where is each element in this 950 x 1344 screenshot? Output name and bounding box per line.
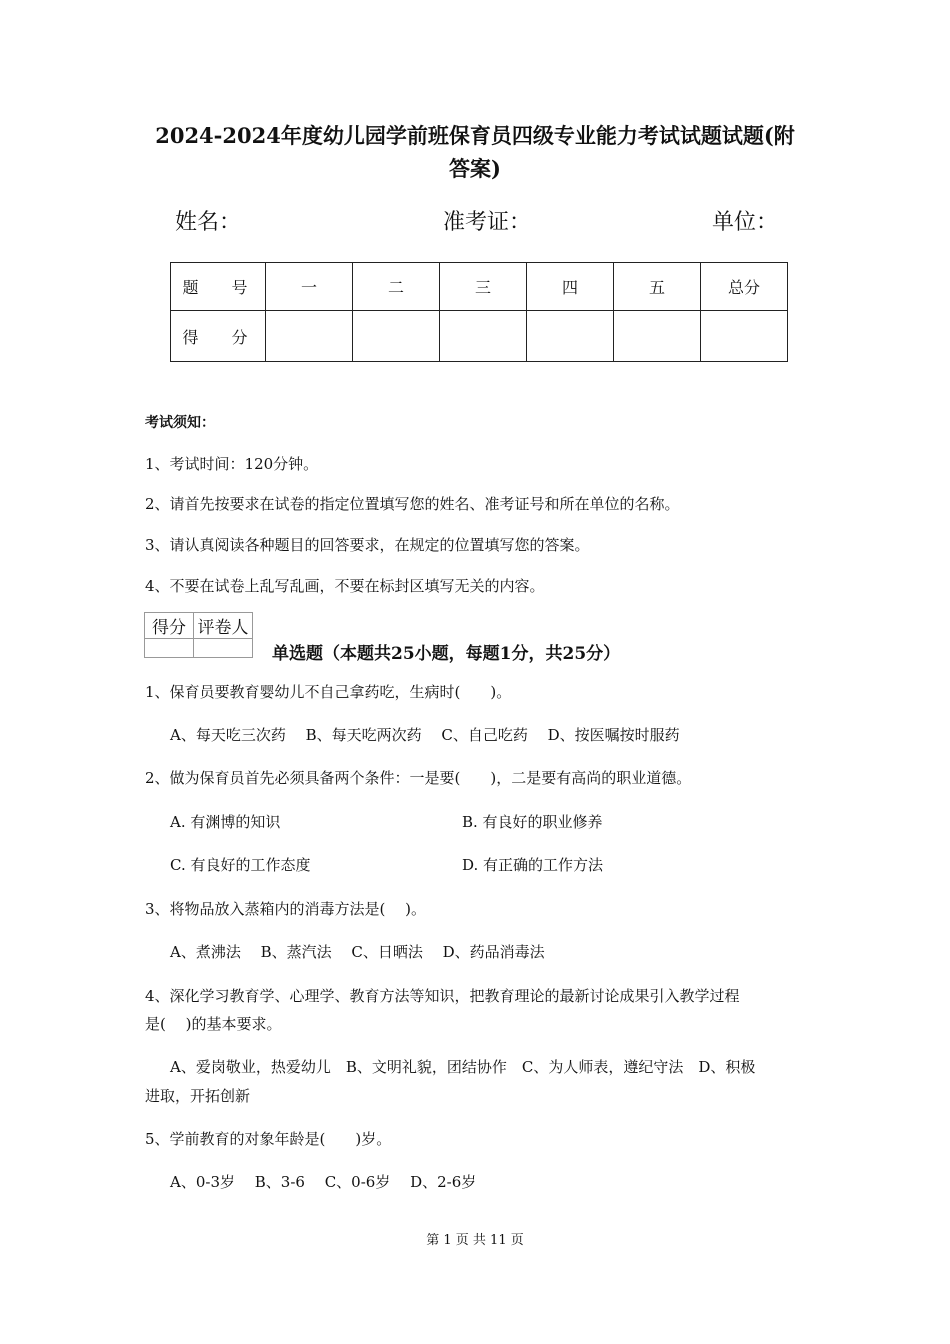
score-entry-cell[interactable] bbox=[266, 311, 353, 362]
question-2-option-d: D. 有正确的工作方法 bbox=[462, 856, 604, 874]
page-footer: 第 1 页 共 11 页 bbox=[426, 1233, 524, 1248]
question-3: 3、将物品放入蒸箱内的消毒方法是( )。 bbox=[145, 900, 427, 918]
score-entry-cell[interactable] bbox=[527, 311, 614, 362]
question-4-line1: 4、深化学习教育学、心理学、教育方法等知识，把教育理论的最新讨论成果引入教学过程 bbox=[145, 987, 740, 1005]
score-table-header-row bbox=[171, 263, 788, 311]
score-entry-cell[interactable] bbox=[701, 311, 788, 362]
question-4-line2: 是( )的基本要求。 bbox=[145, 1015, 282, 1033]
grader-name-cell[interactable] bbox=[194, 639, 253, 658]
name-label: 姓名： bbox=[175, 210, 242, 235]
question-4-options-line2: 进取，开拓创新 bbox=[145, 1087, 251, 1105]
score-table-cell: 四 bbox=[527, 263, 614, 311]
document-title-line1: 2024-2024年度幼儿园学前班保育员四级专业能力考试试题试题(附 bbox=[155, 123, 795, 148]
score-table-cell: 二 bbox=[353, 263, 440, 311]
exam-id-label: 准考证： bbox=[443, 210, 532, 235]
score-entry-cell[interactable] bbox=[440, 311, 527, 362]
question-3-options: A、煮沸法 B、蒸汽法 C、日晒法 D、药品消毒法 bbox=[170, 943, 545, 961]
notice-item: 1、考试时间：120分钟。 bbox=[145, 455, 319, 473]
score-entry-cell[interactable] bbox=[353, 311, 440, 362]
section-heading: 单选题（本题共25小题，每题1分，共25分） bbox=[272, 644, 621, 664]
grader-score-label: 得分 bbox=[145, 613, 194, 639]
score-table-cell: 得 分 bbox=[171, 311, 266, 362]
score-table-cell: 题 号 bbox=[171, 263, 266, 311]
question-2-option-b: B. 有良好的职业修养 bbox=[462, 813, 603, 831]
score-table bbox=[170, 262, 788, 362]
score-entry-cell[interactable] bbox=[614, 311, 701, 362]
grader-box bbox=[144, 612, 253, 658]
question-2: 2、做为保育员首先必须具备两个条件：一是要( )，二是要有高尚的职业道德。 bbox=[145, 769, 692, 787]
notice-item: 4、不要在试卷上乱写乱画，不要在标封区填写无关的内容。 bbox=[145, 577, 545, 595]
question-1: 1、保育员要教育婴幼儿不自己拿药吃，生病时( )。 bbox=[145, 683, 512, 701]
notice-heading: 考试须知： bbox=[145, 415, 215, 431]
notice-item: 3、请认真阅读各种题目的回答要求，在规定的位置填写您的答案。 bbox=[145, 536, 590, 554]
notice-item: 2、请首先按要求在试卷的指定位置填写您的姓名、准考证号和所在单位的名称。 bbox=[145, 495, 680, 513]
grader-name-label: 评卷人 bbox=[194, 613, 253, 639]
question-2-option-a: A. 有渊博的知识 bbox=[170, 813, 281, 831]
question-5-options: A、0-3岁 B、3-6 C、0-6岁 D、2-6岁 bbox=[170, 1173, 477, 1191]
question-2-option-c: C. 有良好的工作态度 bbox=[170, 856, 311, 874]
unit-label: 单位： bbox=[712, 210, 779, 235]
score-table-score-row bbox=[171, 311, 788, 362]
score-table-cell: 总分 bbox=[701, 263, 788, 311]
grader-score-cell[interactable] bbox=[145, 639, 194, 658]
score-table-cell: 五 bbox=[614, 263, 701, 311]
document-title-line2: 答案) bbox=[449, 156, 501, 181]
score-table-cell: 三 bbox=[440, 263, 527, 311]
score-table-cell: 一 bbox=[266, 263, 353, 311]
question-5: 5、学前教育的对象年龄是( )岁。 bbox=[145, 1130, 392, 1148]
question-4-options-line1: A、爱岗敬业，热爱幼儿 B、文明礼貌，团结协作 C、为人师表，遵纪守法 D、积极 bbox=[170, 1058, 756, 1076]
question-1-options: A、每天吃三次药 B、每天吃两次药 C、自己吃药 D、按医嘱按时服药 bbox=[170, 726, 680, 744]
